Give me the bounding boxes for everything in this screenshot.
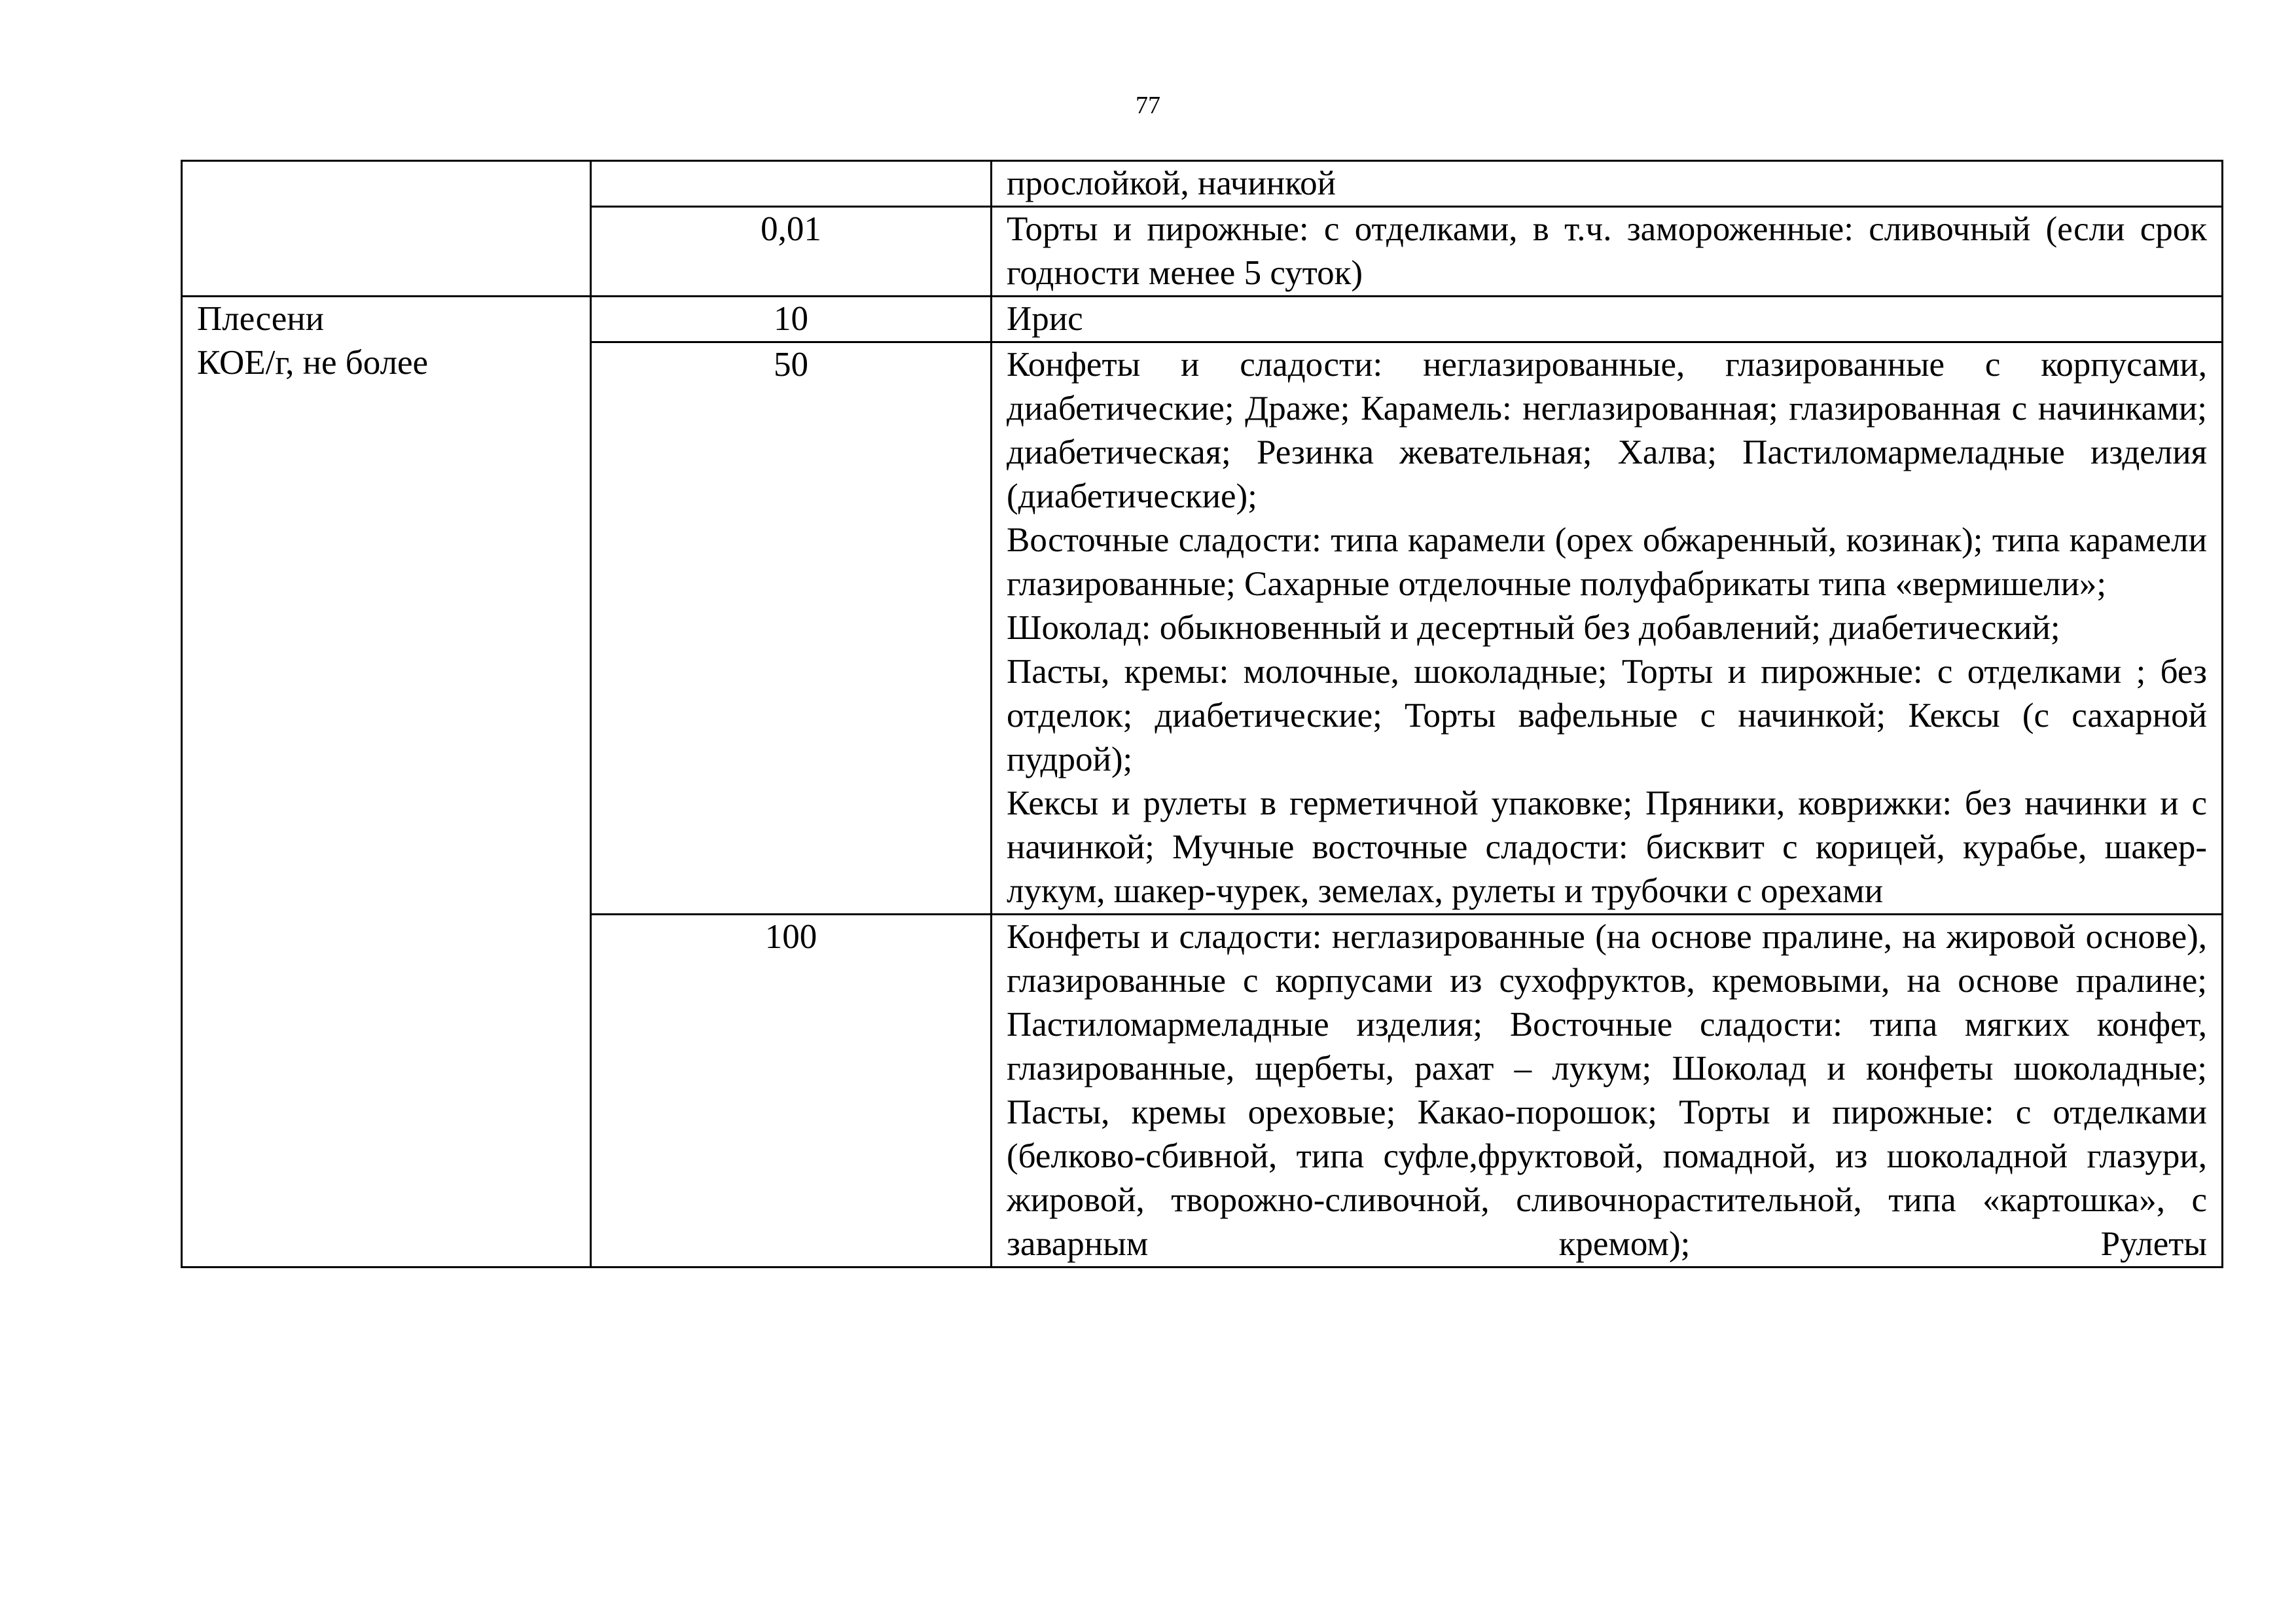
page-number: 77 <box>1136 92 1160 119</box>
norms-table <box>181 160 2223 1268</box>
products-paragraph: Торты и пирожные: с отделками, в т.ч. замороженные: сливочный (если срок годности менее 5 суток) <box>1007 210 2207 292</box>
norm-cell: 10 <box>591 297 992 342</box>
table-row <box>182 161 2223 207</box>
norm-cell: 50 <box>591 342 992 915</box>
products-paragraph: Пасты, кремы: молочные, шоколадные; Торты и пирожные: с отделками ; без отделок; диабетические; Торты вафельные с начинкой; Кексы (с сахарной пудрой); <box>1007 653 2207 778</box>
products-cell <box>992 297 2223 342</box>
indicator-cell <box>182 297 591 1267</box>
products-paragraph: Конфеты и сладости: неглазированные, глазированные с корпусами, диабетические; Драже; Карамель: неглазированная; глазированная с начинками; диабетическая; Резинка жевательная; Халва; Пастиломармеладные изделия (диабетические); <box>1007 346 2207 515</box>
products-paragraph: Восточные сладости: типа карамели (орех обжаренный, козинак); типа карамели глазированные; Сахарные отделочные полуфабрикаты типа «вермишели»; <box>1007 521 2207 603</box>
products-paragraph: Шоколад: обыкновенный и десертный без добавлений; диабетический; <box>1007 609 2060 647</box>
products-cell <box>992 342 2223 915</box>
norm-cell: 0,01 <box>591 207 992 297</box>
indicator-unit: КОЕ/г, не более <box>197 344 429 382</box>
indicator-name: Плесени <box>197 300 324 338</box>
products-cell <box>992 915 2223 1267</box>
products-cell <box>992 161 2223 207</box>
products-paragraph: Кексы и рулеты в герметичной упаковке; Пряники, коврижки: без начинки и с начинкой; Мучные восточные сладости: бисквит с корицей, курабье, шакер-лукум, шакер-чурек, земелах, рулеты и трубочки с орехами <box>1007 784 2207 910</box>
products-cell <box>992 207 2223 297</box>
products-paragraph: Конфеты и сладости: неглазированные (на основе пралине, на жировой основе), глазированные с корпусами из сухофруктов, кремовыми, на основе пралине; Пастиломармеладные изделия; Восточные сладости: типа мягких конфет, глазированные, щербеты, рахат – лукум; Шоколад и конфеты шоколадные; Пасты, кремы ореховые; Какао-порошок; Торты и пирожные: с отделками (белково-сбивной, типа суфле,фруктовой, помадной, из шоколадной глазури, жировой, творожно-сливочной, сливочнорастительной, типа «картошка», с заварным кремом); Рулеты <box>1007 918 2207 1263</box>
norm-cell <box>591 161 992 207</box>
norm-cell: 100 <box>591 915 992 1267</box>
products-paragraph: Ирис <box>1007 300 1083 338</box>
products-paragraph: прослойкой, начинкой <box>1007 164 1336 202</box>
table-row <box>182 297 2223 342</box>
indicator-cell <box>182 161 591 297</box>
